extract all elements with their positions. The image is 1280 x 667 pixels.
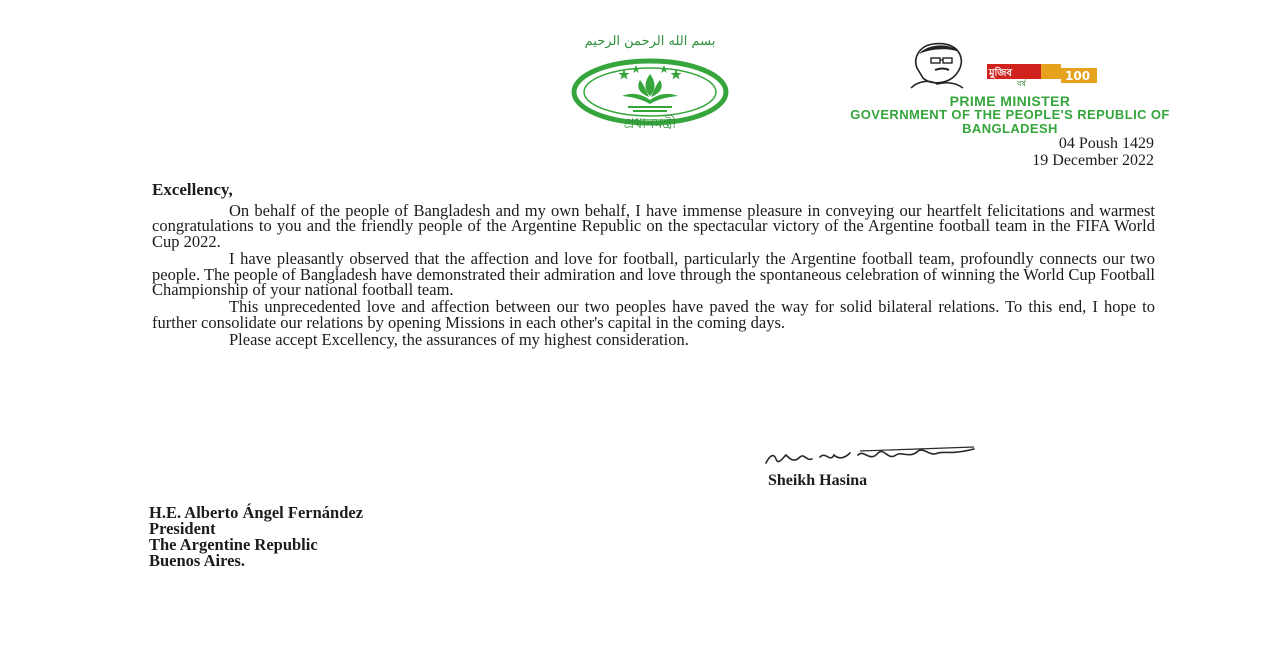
addressee-country: The Argentine Republic [149, 535, 318, 554]
bengali-date: 04 Poush 1429 [1058, 135, 1154, 152]
office-title: PRIME MINISTER [949, 93, 1071, 109]
signer-name: Sheikh Hasina [768, 472, 868, 489]
svg-text:বর্ষ: বর্ষ [1017, 79, 1026, 88]
salutation: Excellency, [152, 180, 233, 199]
office-heading [755, 94, 1265, 136]
addressee-city: Buenos Aires. [149, 551, 245, 570]
bismillah-calligraphy: بسم الله الرحمن الرحيم [584, 34, 716, 49]
gregorian-date: 19 December 2022 [1032, 152, 1154, 169]
addressee-name: H.E. Alberto Ángel Fernández [149, 503, 364, 522]
addressee-title: President [149, 519, 216, 538]
paragraph-closing: Please accept Excellency, the assurances of my highest consideration. [229, 330, 689, 350]
date-block [1032, 135, 1154, 169]
office-subtitle-country: BANGLADESH [962, 121, 1058, 136]
svg-text:100: 100 [1065, 69, 1091, 83]
mujib-logo-text: মুজিব [989, 68, 1012, 79]
paragraph-congratulations: On behalf of the people of Bangladesh and my own behalf, I have immense pleasure in conveying our heartfelt felicitations and warmest congratulations to you and the friendly people of the Argentine Republic on the spectacular victory of the Argentine football team in the FIFA World Cup 2022. [152, 201, 1155, 251]
letter-body [152, 203, 1155, 350]
mujib-borsho-logo-icon [905, 38, 1100, 90]
addressee-block [149, 505, 363, 569]
emblem-caption: প্রধানমন্ত্রী [623, 116, 677, 132]
office-subtitle: GOVERNMENT OF THE PEOPLE'S REPUBLIC OF [850, 107, 1170, 122]
paragraph-bilateral-relations: This unprecedented love and affection between our two peoples have paved the way for solid bilateral relations. To this end, I hope to further consolidate our relations by opening Missions in each other's capital in the coming days. [152, 297, 1155, 332]
paragraph-football-affection: I have pleasantly observed that the affection and love for football, particularly the Argentine football team, profoundly connects our two people. The people of Bangladesh have demonstrated their admiration and love through the spontaneous celebration of winning the World Cup Football Championship of your national football team. [152, 249, 1155, 300]
handwritten-signature [760, 441, 990, 473]
